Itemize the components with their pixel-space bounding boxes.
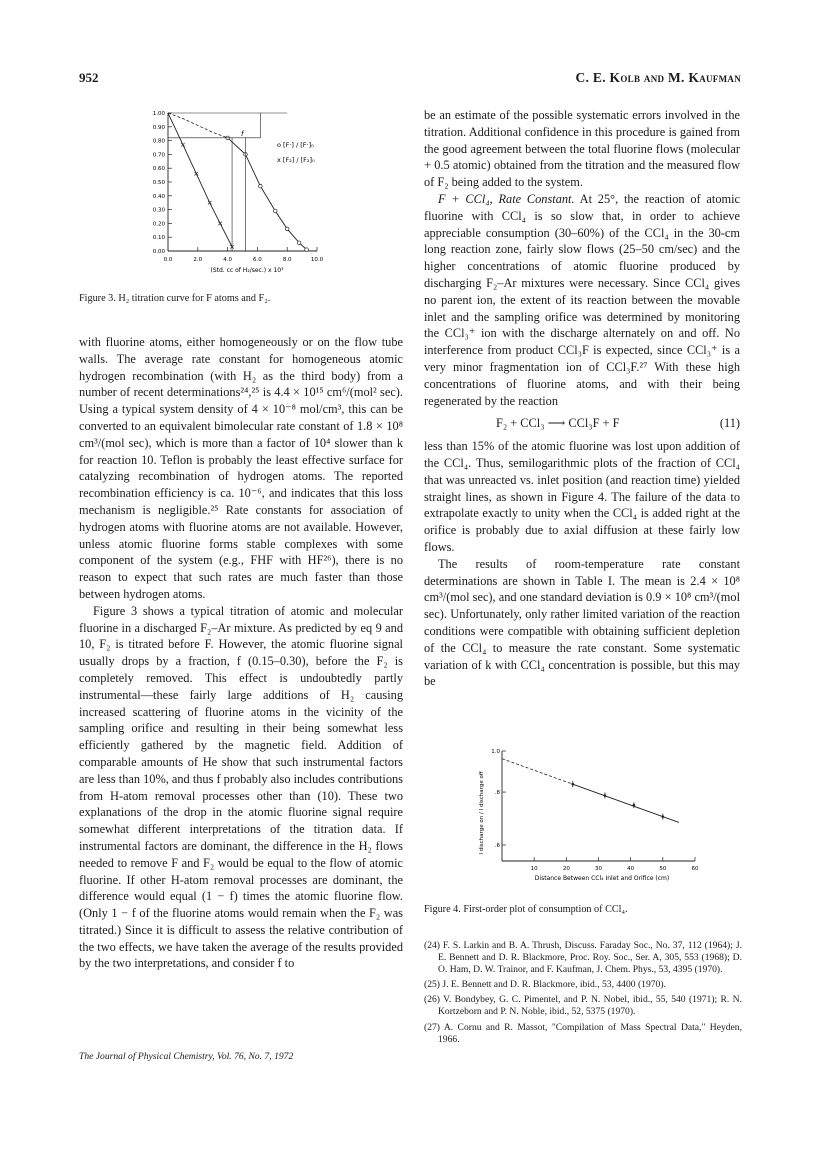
- figure-3-legend-cross: x [F₂] / [F₂]₀: [277, 156, 315, 164]
- figure-4-x-tick-label: 10: [530, 866, 538, 872]
- figure-4-extrapolation: [502, 759, 573, 784]
- figure-4-point: [571, 783, 574, 786]
- right-paragraph-4: The results of room-temperature rate constant determinations are shown in Table I. The mean is 2.4 × 10⁸ cm³/(mol sec), and one standard deviation is 0.9 × 10⁸ cm³/(mol sec). Unfortunately, only rather limited variation of the reaction conditions were compatible with obtaining sufficient depletion of the CCl₄ to measure the rate constant. Some systematic variation of k with CCl₄ concentration is possible, but this may be: [424, 556, 740, 689]
- figure-4-x-tick-label: 50: [659, 866, 667, 872]
- figure-3-x-tick-label: 0.0: [163, 257, 173, 263]
- figure-3-x-tick-label: 10.0: [310, 257, 324, 263]
- reference-27: (27) A. Cornu and R. Massot, "Compilation of Mass Spectral Data," Heyden, 1966.: [424, 1021, 742, 1045]
- figure-3-point-molecular: [195, 172, 199, 176]
- figure-3-caption: Figure 3. H₂ titration curve for F atoms and F₂.: [79, 293, 271, 304]
- figure-3-point-atomic: [285, 227, 289, 231]
- equation-11-body: F₂ + CCl₃ ⟶ CCl₃F + F: [496, 416, 620, 431]
- reference-26: (26) V. Bondybey, G. C. Pimentel, and P. N. Nobel, ibid., 55, 540 (1971); R. N. Kortzeborn and P. N. Noble, ibid., 52, 5375 (1970).: [424, 994, 742, 1018]
- figure-3-x-tick-label: 2.0: [193, 257, 203, 263]
- figure-3-point-atomic: [273, 209, 277, 213]
- figure-3-y-tick-label: 0.10: [152, 235, 165, 242]
- figure-3-xlabel: (Std. cc of H₂/sec.) x 10³: [210, 267, 284, 274]
- figure-3-annotation-f: f: [241, 130, 244, 138]
- figure-3-chart: [135, 105, 365, 280]
- figure-4-xlabel: Distance Between CCl₄ Inlet and Orifice (cm): [534, 875, 670, 882]
- figure-4-point: [662, 815, 665, 818]
- right-paragraph-1: be an estimate of the possible systematic errors involved in the titration. Additional confidence in this procedure is gained from the good agreement between the total fluorine flows (molecular + 0.5 atomic) obtained from the titration and the measured flow of F₂ being added to the system.: [424, 108, 740, 190]
- right-paragraph-2: [424, 191, 740, 409]
- figure-4-caption: Figure 4. First-order plot of consumption of CCl₄.: [424, 904, 628, 915]
- figure-3-y-tick-label: 0.50: [152, 180, 165, 186]
- figure-3-y-tick-label: 1.00: [152, 111, 165, 117]
- section-run-in-head: F + CCl₄, Rate Constant.: [438, 191, 575, 206]
- figure-3-y-tick-label: 0.80: [152, 138, 165, 145]
- figure-3-point-molecular: [208, 201, 212, 205]
- figure-4-y-tick-label: 1.0: [491, 749, 500, 755]
- figure-3-x-tick-label: 8.0: [282, 257, 292, 263]
- reference-25: (25) J. E. Bennett and D. R. Blackmore, ibid., 53, 4400 (1970).: [424, 979, 666, 991]
- figure-3-point-atomic: [305, 248, 309, 252]
- figure-3-y-tick-label: 0.70: [152, 152, 165, 159]
- figure-4-x-tick-label: 60: [691, 866, 699, 872]
- right-column: [424, 107, 740, 690]
- figure-3-point-molecular: [218, 222, 222, 226]
- figure-4-y-tick-label: .6: [494, 842, 500, 849]
- figure-3-point-molecular: [181, 143, 185, 147]
- equation-11-number: (11): [719, 416, 740, 431]
- figure-3-y-tick-label: 0.00: [152, 249, 165, 255]
- figure-3-y-tick-label: 0.90: [152, 124, 165, 131]
- figure-4-point: [604, 794, 607, 797]
- figure-4-x-tick-label: 30: [595, 866, 602, 872]
- figure-4-chart: [470, 745, 720, 893]
- journal-footer: The Journal of Physical Chemistry, Vol. 76, No. 7, 1972: [79, 1051, 294, 1062]
- figure-3-series-atomic-dashed: [168, 113, 228, 138]
- figure-3-y-tick-label: 0.20: [152, 221, 165, 228]
- equation-11: [424, 415, 740, 432]
- figure-3-y-tick-label: 0.40: [152, 193, 165, 200]
- left-paragraph-2: Figure 3 shows a typical titration of atomic and molecular fluorine in a discharged F₂–Ar mixture. As predicted by eq 9 and 10, F₂ is titrated before F. However, the atomic fluorine signal usually drops by a fraction, f (0.15–0.30), before the F₂ is completely removed. This effect is undoubtedly partly instrumental—these fairly large additions of H₂ causing increased scattering of fluorine atoms in the vicinity of the sampling orifice and resulting in their being somewhat less efficiently gathered by the magnetic field. Addition of comparable amounts of He show that such instrumental factors are less than 10%, and thus f probably also includes contributions from H-atom removal processes other than (10). These two explanations of the drop in the atomic fluorine signal require somewhat different interpretations of the titration data. If instrumental factors are dominant, the difference in the H₂ flows needed to remove F and F₂ would be equal to the flow of atomic fluorine. If other H-atom removal processes are dominant, the difference would equal (1 − f) times the atomic fluorine flow. (Only 1 − f of the fluorine atoms would remain when the F₂ was titrated.) Since it is difficult to assess the relative contribution of the two effects, we have taken the average of the results provided by the two interpretations, and consider f to: [79, 603, 403, 971]
- left-column: [79, 334, 403, 972]
- figure-3-x-tick-label: 6.0: [253, 257, 262, 263]
- running-head: C. E. Kolb and M. Kaufman: [575, 70, 741, 85]
- figure-3-point-atomic: [259, 184, 263, 188]
- figure-3-y-tick-label: 0.30: [152, 207, 165, 214]
- reference-24: (24) F. S. Larkin and B. A. Thrush, Discuss. Faraday Soc., No. 37, 112 (1964); J. E. Bennett and D. R. Blackmore, Proc. Roy. Soc., Ser. A, 305, 553 (1968); D. O. Ham, D. W. Trainor, and F. Kaufman, J. Chem. Phys., 53, 4395 (1970).: [424, 940, 742, 976]
- figure-3-x-tick-label: 4.0: [223, 257, 232, 263]
- figure-3-series-molecular-line: [168, 113, 232, 247]
- figure-3-point-atomic: [297, 241, 301, 245]
- figure-4-x-tick-label: 40: [627, 866, 635, 872]
- figure-4-x-tick-label: 20: [562, 866, 570, 872]
- page-number: 952: [79, 70, 99, 85]
- figure-3-y-tick-label: 0.60: [152, 166, 165, 173]
- right-paragraph-3: less than 15% of the atomic fluorine was lost upon addition of the CCl₄. Thus, semilogarithmic plots of the fraction of CCl₄ that was unreacted vs. inlet position (and reaction time) yielded straight lines, as shown in Figure 4. The failure of the data to extrapolate exactly to unity when the CCl₄ is added right at the orifice is probably due to axial diffusion at these fairly low flows.: [424, 439, 740, 554]
- references: [424, 940, 742, 1049]
- figure-3-legend-circle: o [F·] / [F·]₀: [277, 141, 314, 149]
- figure-4-point: [633, 804, 636, 807]
- figure-4-ylabel: I discharge on / I discharge off: [479, 771, 485, 855]
- figure-3-series-atomic-line: [228, 138, 307, 250]
- left-paragraph-1: with fluorine atoms, either homogeneously or on the flow tube walls. The average rate constant for homogeneous atomic hydrogen recombination (with H₂ as the third body) from a number of recent determinations²⁴,²⁵ is 4.4 × 10¹⁵ cm⁶/(mol² sec). Using a typical system density of 4 × 10⁻⁸ mol/cm³, this can be converted to an equivalent bimolecular rate constant of 1.8 × 10⁸ cm³/(mol sec), which is more than a factor of 10⁴ slower than k for reaction 10. Teflon is probably the least effective surface for catalyzing recombination of hydrogen atoms. The reported recombination efficiency is ca. 10⁻⁶, and indicates that this loss mechanism is negligible.²⁵ Rate constants for association of hydrogen atoms with fluorine atoms are not available. However, unless atomic fluorine forms stable complexes with some component of the system (e.g., FHF with HF²⁶), there is no reason to expect that such rates are much faster than those between hydrogen atoms.: [79, 335, 403, 601]
- figure-4-y-tick-label: .8: [494, 790, 500, 797]
- right-paragraph-2-text: At 25°, the reaction of atomic fluorine with CCl₄ is so slow that, in order to achieve appreciable consumption (30–60%) of the CCl₄ in the 30-cm long reaction zone, fairly slow flows (25–50 cm/sec) and the higher concentrations of atomic fluorine produced by discharging F₂–Ar mixtures were necessary. Since CCl₄ gives no parent ion, the extent of its reaction between the movable inlet and the sampling orifice was determined by monitoring the CCl₃⁺ ion with the discharge alternately on and off. No interference from product CCl₃F is expected, since CCl₃⁺ is a very minor fragmentation ion of CCl₃F.²⁷ With these high concentrations of fluorine atoms, and with their being regenerated by the reaction: [424, 191, 741, 408]
